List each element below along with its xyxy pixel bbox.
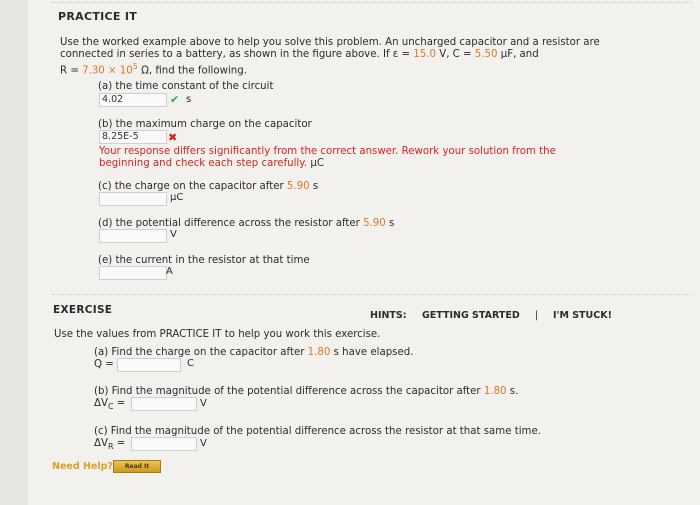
var-text: ΔV: [94, 398, 108, 409]
checkmark-icon: ✔: [170, 93, 180, 106]
exercise-b-time: 1.80: [483, 386, 507, 397]
need-help-label: Need Help?: [52, 461, 113, 472]
part-a-label: (a) the time constant of the circuit: [98, 81, 274, 92]
top-divider: [52, 2, 692, 3]
var-text: =: [113, 398, 126, 409]
exercise-b-var: [94, 397, 125, 413]
part-a-answer-input[interactable]: 4.02: [99, 93, 167, 107]
exercise-c-label: (c) Find the magnitude of the potential difference across the resistor at that same time.: [94, 426, 541, 437]
part-b-unit: μC: [310, 158, 324, 169]
var-subscript: R: [107, 442, 114, 452]
intro-text: R =: [60, 65, 83, 77]
exercise-c-var: [94, 437, 125, 453]
label-text: s have elapsed.: [330, 347, 414, 358]
practice-intro-line1: Use the worked example above to help you solve this problem. An uncharged capacitor and a resistor are: [60, 37, 600, 48]
page-margin: [0, 0, 28, 505]
part-d-time: 5.90: [363, 218, 386, 229]
exercise-title: EXERCISE: [53, 304, 113, 316]
intro-text: Ω, find the following.: [137, 65, 247, 77]
practice-title: PRACTICE IT: [58, 10, 138, 23]
part-c-answer-input[interactable]: [99, 192, 167, 206]
part-a-unit: s: [186, 94, 192, 105]
var-text: ΔV: [94, 438, 108, 449]
resistance-exponent: 5: [132, 62, 138, 71]
exercise-a-var: Q =: [94, 359, 114, 370]
part-b-feedback-line2: [99, 158, 324, 170]
label-text: s: [385, 218, 395, 229]
cross-icon: ✖: [168, 131, 178, 144]
hints-separator: |: [535, 310, 539, 321]
label-text: (d) the potential difference across the resistor after: [98, 218, 364, 229]
var-subscript: C: [107, 402, 114, 412]
exercise-a-unit: C: [187, 358, 194, 369]
practice-intro-line3: [60, 60, 247, 77]
part-b-feedback-line1: Your response differs significantly from the correct answer. Rework your solution from the: [99, 146, 556, 157]
emf-value: 15.0: [413, 49, 436, 60]
intro-text: connected in series to a battery, as shown in the figure above. If ε =: [60, 49, 414, 60]
exercise-a-time: 1.80: [307, 347, 331, 358]
part-c-time: 5.90: [286, 181, 310, 192]
part-d-unit: V: [170, 229, 177, 240]
intro-text: V, C =: [435, 49, 475, 60]
getting-started-link[interactable]: GETTING STARTED: [422, 310, 520, 321]
exercise-a-answer-input[interactable]: [117, 358, 181, 372]
resistance-value: 7.30: [82, 65, 105, 77]
feedback-text: beginning and check each step carefully.: [99, 158, 308, 169]
part-d-answer-input[interactable]: [99, 229, 167, 243]
part-c-unit: μC: [170, 192, 184, 203]
label-text: s.: [506, 386, 519, 397]
exercise-intro: Use the values from PRACTICE IT to help you work this exercise.: [54, 329, 381, 340]
label-text: s: [309, 181, 319, 192]
exercise-c-answer-input[interactable]: [131, 437, 197, 451]
read-it-button[interactable]: Read It: [113, 460, 161, 473]
label-text: (c) the charge on the capacitor after: [98, 181, 287, 192]
capacitance-value: 5.50: [474, 49, 498, 60]
label-text: (b) Find the magnitude of the potential difference across the capacitor after: [94, 386, 484, 397]
exercise-b-unit: V: [200, 398, 207, 409]
im-stuck-link[interactable]: I'M STUCK!: [553, 310, 612, 321]
part-b-label: (b) the maximum charge on the capacitor: [98, 119, 312, 130]
exercise-b-answer-input[interactable]: [131, 397, 197, 411]
part-b-answer-input[interactable]: 8.25E-5: [99, 130, 167, 144]
exercise-c-unit: V: [200, 438, 207, 449]
section-divider: [52, 294, 692, 295]
part-e-unit: A: [166, 266, 173, 277]
label-text: (a) Find the charge on the capacitor after: [94, 347, 308, 358]
resistance-times: × 10: [104, 65, 133, 77]
part-e-answer-input[interactable]: [99, 266, 167, 280]
part-e-label: (e) the current in the resistor at that time: [98, 255, 310, 266]
intro-text: μF, and: [497, 49, 539, 60]
hints-label: HINTS:: [370, 310, 407, 321]
var-text: =: [113, 438, 126, 449]
